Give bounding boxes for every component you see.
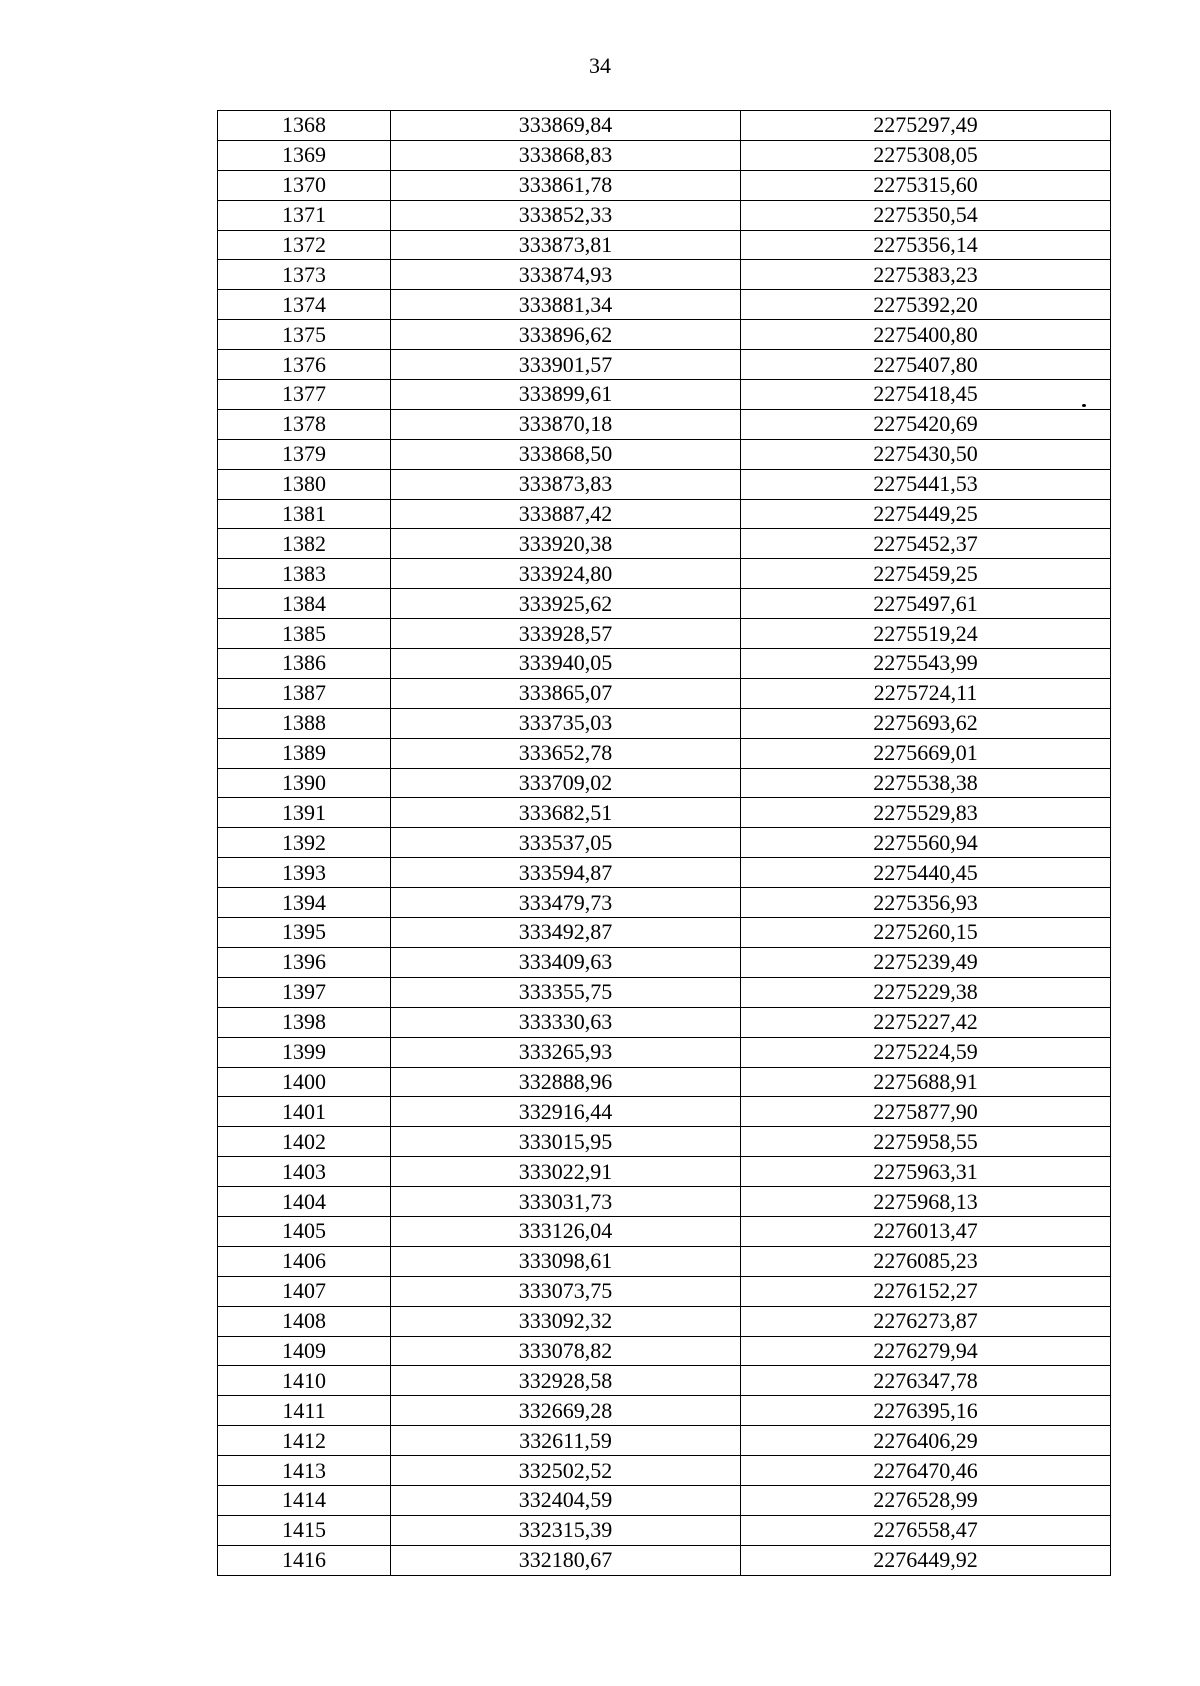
y-coordinate-cell: 2275724,11: [741, 678, 1111, 708]
table-row: [218, 290, 1111, 320]
point-number-cell: 1408: [218, 1306, 391, 1336]
x-coordinate-cell: 333092,32: [391, 1306, 741, 1336]
point-number-cell: 1388: [218, 708, 391, 738]
y-coordinate-cell: 2275229,38: [741, 977, 1111, 1007]
table-row: [218, 888, 1111, 918]
stray-ink-mark: [1082, 404, 1086, 407]
table-row: [218, 1127, 1111, 1157]
point-number-cell: 1377: [218, 380, 391, 410]
x-coordinate-cell: 333861,78: [391, 170, 741, 200]
table-row: [218, 1515, 1111, 1545]
table-row: [218, 409, 1111, 439]
point-number-cell: 1409: [218, 1336, 391, 1366]
table-row: [218, 320, 1111, 350]
table-row: [218, 1187, 1111, 1217]
y-coordinate-cell: 2275688,91: [741, 1067, 1111, 1097]
point-number-cell: 1399: [218, 1037, 391, 1067]
y-coordinate-cell: 2275440,45: [741, 858, 1111, 888]
y-coordinate-cell: 2275407,80: [741, 350, 1111, 380]
point-number-cell: 1373: [218, 260, 391, 290]
x-coordinate-cell: 333870,18: [391, 409, 741, 439]
x-coordinate-cell: 333735,03: [391, 708, 741, 738]
point-number-cell: 1401: [218, 1097, 391, 1127]
point-number-cell: 1372: [218, 230, 391, 260]
x-coordinate-cell: 333078,82: [391, 1336, 741, 1366]
y-coordinate-cell: 2275452,37: [741, 529, 1111, 559]
point-number-cell: 1379: [218, 439, 391, 469]
y-coordinate-cell: 2275392,20: [741, 290, 1111, 320]
table-row: [218, 1216, 1111, 1246]
table-row: [218, 200, 1111, 230]
x-coordinate-cell: 332669,28: [391, 1396, 741, 1426]
x-coordinate-cell: 333868,83: [391, 140, 741, 170]
point-number-cell: 1400: [218, 1067, 391, 1097]
table-row: [218, 260, 1111, 290]
coordinates-table-body: [218, 111, 1111, 1576]
y-coordinate-cell: 2275418,45: [741, 380, 1111, 410]
table-row: [218, 1007, 1111, 1037]
point-number-cell: 1415: [218, 1515, 391, 1545]
y-coordinate-cell: 2275669,01: [741, 738, 1111, 768]
point-number-cell: 1416: [218, 1545, 391, 1575]
y-coordinate-cell: 2275519,24: [741, 619, 1111, 649]
table-row: [218, 1426, 1111, 1456]
table-row: [218, 768, 1111, 798]
point-number-cell: 1381: [218, 499, 391, 529]
x-coordinate-cell: 333852,33: [391, 200, 741, 230]
table-row: [218, 1097, 1111, 1127]
x-coordinate-cell: 333330,63: [391, 1007, 741, 1037]
y-coordinate-cell: 2275224,59: [741, 1037, 1111, 1067]
point-number-cell: 1395: [218, 918, 391, 948]
table-row: [218, 350, 1111, 380]
y-coordinate-cell: 2275543,99: [741, 649, 1111, 679]
x-coordinate-cell: 332611,59: [391, 1426, 741, 1456]
x-coordinate-cell: 332404,59: [391, 1485, 741, 1515]
x-coordinate-cell: 332180,67: [391, 1545, 741, 1575]
point-number-cell: 1374: [218, 290, 391, 320]
point-number-cell: 1386: [218, 649, 391, 679]
point-number-cell: 1410: [218, 1366, 391, 1396]
table-row: [218, 708, 1111, 738]
table-row: [218, 1366, 1111, 1396]
y-coordinate-cell: 2276279,94: [741, 1336, 1111, 1366]
x-coordinate-cell: 333874,93: [391, 260, 741, 290]
x-coordinate-cell: 332315,39: [391, 1515, 741, 1545]
x-coordinate-cell: 333031,73: [391, 1187, 741, 1217]
point-number-cell: 1390: [218, 768, 391, 798]
x-coordinate-cell: 333492,87: [391, 918, 741, 948]
coordinates-table: [217, 110, 1111, 1576]
point-number-cell: 1385: [218, 619, 391, 649]
y-coordinate-cell: 2275693,62: [741, 708, 1111, 738]
x-coordinate-cell: 333479,73: [391, 888, 741, 918]
y-coordinate-cell: 2276085,23: [741, 1246, 1111, 1276]
y-coordinate-cell: 2275430,50: [741, 439, 1111, 469]
x-coordinate-cell: 333869,84: [391, 111, 741, 141]
point-number-cell: 1389: [218, 738, 391, 768]
point-number-cell: 1413: [218, 1456, 391, 1486]
x-coordinate-cell: 333537,05: [391, 828, 741, 858]
y-coordinate-cell: 2275356,14: [741, 230, 1111, 260]
x-coordinate-cell: 333873,81: [391, 230, 741, 260]
y-coordinate-cell: 2275459,25: [741, 559, 1111, 589]
point-number-cell: 1412: [218, 1426, 391, 1456]
y-coordinate-cell: 2276406,29: [741, 1426, 1111, 1456]
x-coordinate-cell: 332888,96: [391, 1067, 741, 1097]
table-row: [218, 439, 1111, 469]
y-coordinate-cell: 2276273,87: [741, 1306, 1111, 1336]
y-coordinate-cell: 2275297,49: [741, 111, 1111, 141]
page-number: 34: [589, 53, 611, 78]
x-coordinate-cell: 333098,61: [391, 1246, 741, 1276]
y-coordinate-cell: 2276449,92: [741, 1545, 1111, 1575]
x-coordinate-cell: 333594,87: [391, 858, 741, 888]
table-row: [218, 469, 1111, 499]
y-coordinate-cell: 2276152,27: [741, 1276, 1111, 1306]
point-number-cell: 1414: [218, 1485, 391, 1515]
y-coordinate-cell: 2275968,13: [741, 1187, 1111, 1217]
x-coordinate-cell: 333073,75: [391, 1276, 741, 1306]
y-coordinate-cell: 2275497,61: [741, 589, 1111, 619]
table-row: [218, 977, 1111, 1007]
table-row: [218, 559, 1111, 589]
table-row: [218, 529, 1111, 559]
point-number-cell: 1368: [218, 111, 391, 141]
y-coordinate-cell: 2275877,90: [741, 1097, 1111, 1127]
table-row: [218, 230, 1111, 260]
x-coordinate-cell: 333022,91: [391, 1157, 741, 1187]
table-row: [218, 798, 1111, 828]
x-coordinate-cell: 333924,80: [391, 559, 741, 589]
point-number-cell: 1398: [218, 1007, 391, 1037]
table-row: [218, 947, 1111, 977]
table-row: [218, 589, 1111, 619]
point-number-cell: 1396: [218, 947, 391, 977]
y-coordinate-cell: 2276347,78: [741, 1366, 1111, 1396]
point-number-cell: 1392: [218, 828, 391, 858]
table-row: [218, 828, 1111, 858]
y-coordinate-cell: 2275356,93: [741, 888, 1111, 918]
x-coordinate-cell: 333899,61: [391, 380, 741, 410]
point-number-cell: 1371: [218, 200, 391, 230]
point-number-cell: 1407: [218, 1276, 391, 1306]
y-coordinate-cell: 2275308,05: [741, 140, 1111, 170]
point-number-cell: 1375: [218, 320, 391, 350]
point-number-cell: 1370: [218, 170, 391, 200]
y-coordinate-cell: 2275227,42: [741, 1007, 1111, 1037]
table-row: [218, 858, 1111, 888]
x-coordinate-cell: 333126,04: [391, 1216, 741, 1246]
x-coordinate-cell: 333896,62: [391, 320, 741, 350]
table-row: [218, 1067, 1111, 1097]
y-coordinate-cell: 2275449,25: [741, 499, 1111, 529]
table-row: [218, 1246, 1111, 1276]
table-row: [218, 111, 1111, 141]
x-coordinate-cell: 332502,52: [391, 1456, 741, 1486]
y-coordinate-cell: 2275350,54: [741, 200, 1111, 230]
y-coordinate-cell: 2275260,15: [741, 918, 1111, 948]
table-row: [218, 1037, 1111, 1067]
x-coordinate-cell: 333865,07: [391, 678, 741, 708]
y-coordinate-cell: 2276558,47: [741, 1515, 1111, 1545]
point-number-cell: 1404: [218, 1187, 391, 1217]
table-row: [218, 649, 1111, 679]
x-coordinate-cell: 333709,02: [391, 768, 741, 798]
y-coordinate-cell: 2275560,94: [741, 828, 1111, 858]
y-coordinate-cell: 2276395,16: [741, 1396, 1111, 1426]
point-number-cell: 1383: [218, 559, 391, 589]
point-number-cell: 1411: [218, 1396, 391, 1426]
table-row: [218, 170, 1111, 200]
x-coordinate-cell: 333355,75: [391, 977, 741, 1007]
point-number-cell: 1405: [218, 1216, 391, 1246]
y-coordinate-cell: 2275958,55: [741, 1127, 1111, 1157]
y-coordinate-cell: 2276528,99: [741, 1485, 1111, 1515]
y-coordinate-cell: 2275538,38: [741, 768, 1111, 798]
x-coordinate-cell: 333928,57: [391, 619, 741, 649]
y-coordinate-cell: 2276470,46: [741, 1456, 1111, 1486]
x-coordinate-cell: 333901,57: [391, 350, 741, 380]
x-coordinate-cell: 332928,58: [391, 1366, 741, 1396]
point-number-cell: 1387: [218, 678, 391, 708]
point-number-cell: 1403: [218, 1157, 391, 1187]
table-row: [218, 380, 1111, 410]
point-number-cell: 1394: [218, 888, 391, 918]
x-coordinate-cell: 332916,44: [391, 1097, 741, 1127]
point-number-cell: 1402: [218, 1127, 391, 1157]
point-number-cell: 1384: [218, 589, 391, 619]
table-row: [218, 1545, 1111, 1575]
table-row: [218, 1306, 1111, 1336]
y-coordinate-cell: 2275441,53: [741, 469, 1111, 499]
point-number-cell: 1382: [218, 529, 391, 559]
y-coordinate-cell: 2275315,60: [741, 170, 1111, 200]
point-number-cell: 1376: [218, 350, 391, 380]
table-row: [218, 499, 1111, 529]
table-row: [218, 1485, 1111, 1515]
y-coordinate-cell: 2275383,23: [741, 260, 1111, 290]
x-coordinate-cell: 333925,62: [391, 589, 741, 619]
point-number-cell: 1393: [218, 858, 391, 888]
x-coordinate-cell: 333652,78: [391, 738, 741, 768]
x-coordinate-cell: 333940,05: [391, 649, 741, 679]
x-coordinate-cell: 333015,95: [391, 1127, 741, 1157]
point-number-cell: 1406: [218, 1246, 391, 1276]
table-row: [218, 678, 1111, 708]
point-number-cell: 1380: [218, 469, 391, 499]
x-coordinate-cell: 333887,42: [391, 499, 741, 529]
y-coordinate-cell: 2275963,31: [741, 1157, 1111, 1187]
table-row: [218, 1396, 1111, 1426]
y-coordinate-cell: 2275529,83: [741, 798, 1111, 828]
y-coordinate-cell: 2275239,49: [741, 947, 1111, 977]
x-coordinate-cell: 333920,38: [391, 529, 741, 559]
point-number-cell: 1397: [218, 977, 391, 1007]
x-coordinate-cell: 333265,93: [391, 1037, 741, 1067]
table-row: [218, 1336, 1111, 1366]
table-row: [218, 738, 1111, 768]
table-row: [218, 619, 1111, 649]
y-coordinate-cell: 2276013,47: [741, 1216, 1111, 1246]
table-row: [218, 1276, 1111, 1306]
point-number-cell: 1369: [218, 140, 391, 170]
table-row: [218, 918, 1111, 948]
table-row: [218, 1157, 1111, 1187]
x-coordinate-cell: 333881,34: [391, 290, 741, 320]
point-number-cell: 1391: [218, 798, 391, 828]
x-coordinate-cell: 333682,51: [391, 798, 741, 828]
table-row: [218, 1456, 1111, 1486]
table-row: [218, 140, 1111, 170]
x-coordinate-cell: 333409,63: [391, 947, 741, 977]
x-coordinate-cell: 333873,83: [391, 469, 741, 499]
y-coordinate-cell: 2275420,69: [741, 409, 1111, 439]
point-number-cell: 1378: [218, 409, 391, 439]
x-coordinate-cell: 333868,50: [391, 439, 741, 469]
y-coordinate-cell: 2275400,80: [741, 320, 1111, 350]
